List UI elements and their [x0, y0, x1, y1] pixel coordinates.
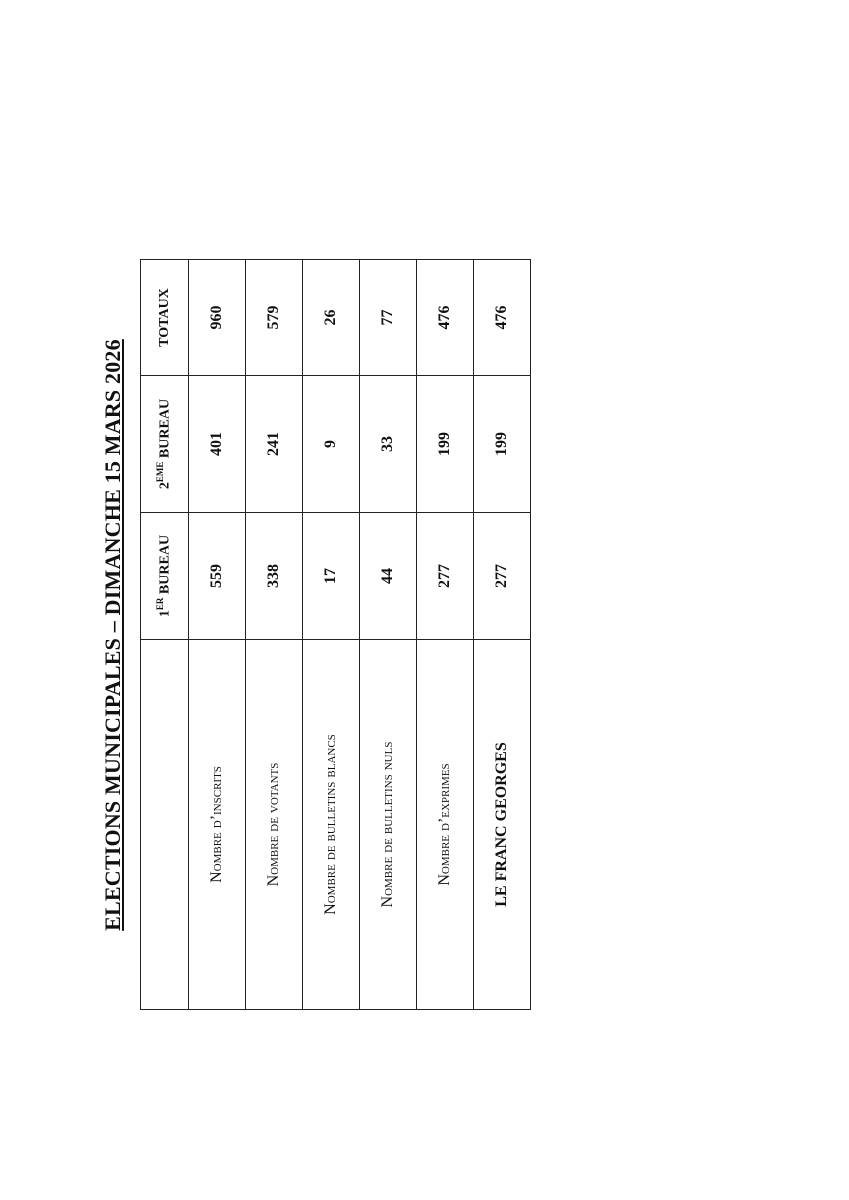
row-label-bulletins-blancs: Nombre de bulletins blancs [303, 640, 360, 1010]
header-bureau-1-label: BUREAU [157, 534, 173, 598]
cell-total: 77 [360, 260, 417, 376]
cell-total: 476 [417, 260, 474, 376]
header-bureau-1 [141, 513, 189, 640]
cell-total: 26 [303, 260, 360, 376]
cell-total: 476 [474, 260, 531, 376]
row-label-exprimes: Nombre d’exprimes [417, 640, 474, 1010]
row-label-bulletins-nuls: Nombre de bulletins nuls [360, 640, 417, 1010]
table-header-row [141, 260, 189, 1010]
cell-bureau-1: 338 [246, 513, 303, 640]
table-row [246, 260, 303, 1010]
cell-total: 579 [246, 260, 303, 376]
cell-bureau-2: 401 [189, 376, 246, 513]
cell-bureau-1: 44 [360, 513, 417, 640]
cell-bureau-2: 199 [417, 376, 474, 513]
header-bureau-1-number: 1 [157, 610, 173, 618]
table-row [474, 260, 531, 1010]
row-label-inscrits: Nombre d’inscrits [189, 640, 246, 1010]
cell-bureau-2: 9 [303, 376, 360, 513]
header-totals: TOTAUX [141, 260, 189, 376]
cell-bureau-1: 17 [303, 513, 360, 640]
document-title: ELECTIONS MUNICIPALES – DIMANCHE 15 MARS 2026 [100, 339, 125, 931]
table-row [417, 260, 474, 1010]
header-bureau-2 [141, 376, 189, 513]
header-bureau-2-label: BUREAU [157, 398, 173, 462]
cell-bureau-2: 199 [474, 376, 531, 513]
table-row [303, 260, 360, 1010]
cell-total: 960 [189, 260, 246, 376]
cell-bureau-2: 33 [360, 376, 417, 513]
cell-bureau-1: 277 [417, 513, 474, 640]
header-bureau-1-suffix: ER [155, 597, 166, 611]
cell-bureau-2: 241 [246, 376, 303, 513]
table-row [189, 260, 246, 1010]
row-label-votants: Nombre de votants [246, 640, 303, 1010]
header-bureau-2-suffix: EME [155, 461, 166, 483]
header-bureau-2-number: 2 [157, 482, 173, 490]
row-label-candidate: LE FRANC GEORGES [474, 640, 531, 1010]
cell-bureau-1: 277 [474, 513, 531, 640]
table-row [360, 260, 417, 1010]
cell-bureau-1: 559 [189, 513, 246, 640]
rotated-document-page [60, 260, 590, 1010]
election-results-table [140, 259, 531, 1010]
header-empty-cell [141, 640, 189, 1010]
